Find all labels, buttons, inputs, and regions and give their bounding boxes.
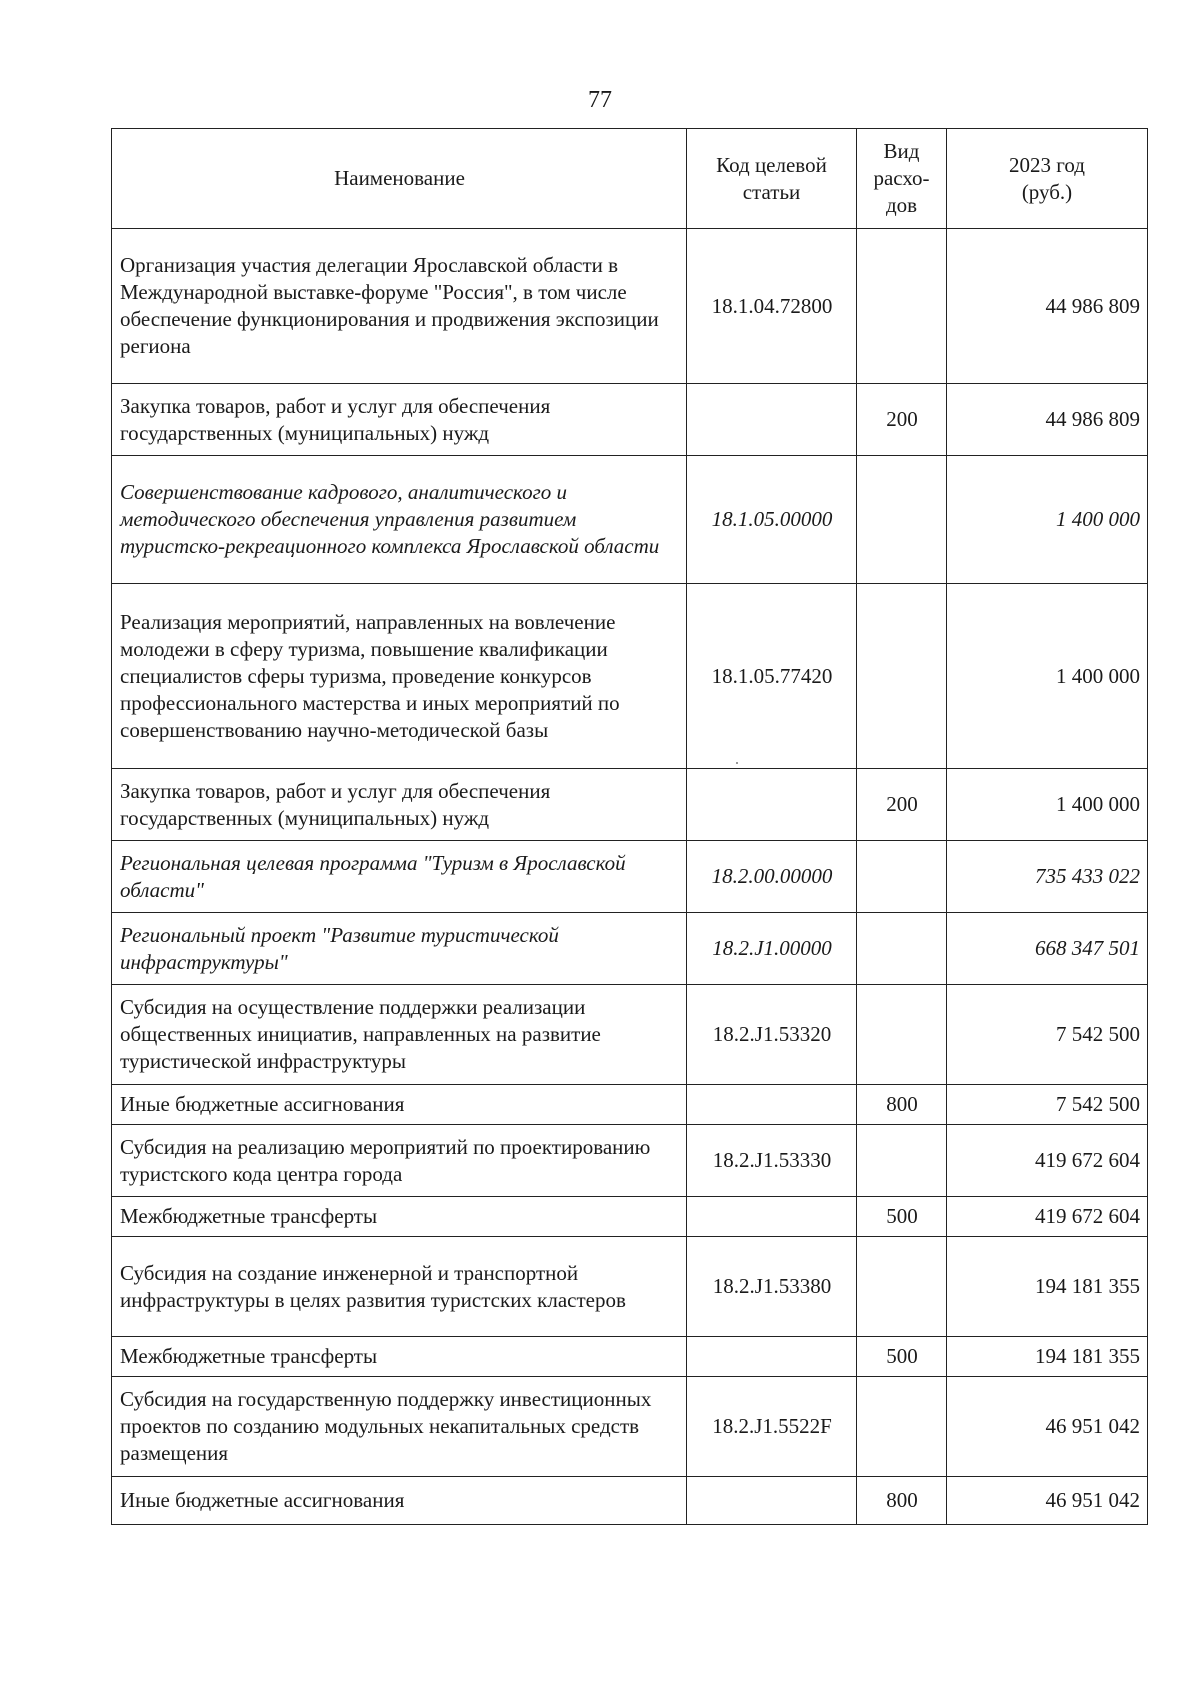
cell-code [687, 1197, 857, 1237]
table-row [112, 456, 1148, 584]
cell-name: Субсидия на реализацию мероприятий по проектированию туристского кода центра города [112, 1125, 687, 1197]
header-year: 2023 год (руб.) [947, 129, 1148, 229]
cell-type: 500 [857, 1197, 947, 1237]
cell-code: 18.2.00.00000 [687, 841, 857, 913]
cell-sum: 44 986 809 [947, 384, 1148, 456]
cell-code: 18.2.J1.00000 [687, 913, 857, 985]
cell-code: 18.2.J1.53330 [687, 1125, 857, 1197]
table-row [112, 913, 1148, 985]
cell-sum: 419 672 604 [947, 1125, 1148, 1197]
cell-name: Иные бюджетные ассигнования [112, 1085, 687, 1125]
cell-code [687, 1085, 857, 1125]
cell-type: 200 [857, 384, 947, 456]
table-header-row [112, 129, 1148, 229]
cell-code: 18.2.J1.53320 [687, 985, 857, 1085]
table-row [112, 1377, 1148, 1477]
cell-sum: 1 400 000 [947, 769, 1148, 841]
cell-code: 18.1.05.77420 [687, 584, 857, 769]
cell-name: Закупка товаров, работ и услуг для обеспечения государственных (муниципальных) нужд [112, 769, 687, 841]
table-row [112, 1125, 1148, 1197]
table-row [112, 985, 1148, 1085]
cell-code [687, 1477, 857, 1525]
cell-type [857, 584, 947, 769]
cell-name: Субсидия на государственную поддержку инвестиционных проектов по созданию модульных некапитальных средств размещения [112, 1377, 687, 1477]
cell-type [857, 985, 947, 1085]
cell-type [857, 1377, 947, 1477]
table-row [112, 1085, 1148, 1125]
cell-code: 18.2.J1.53380 [687, 1237, 857, 1337]
cell-name: Региональная целевая программа "Туризм в Ярославской области" [112, 841, 687, 913]
cell-sum: 44 986 809 [947, 229, 1148, 384]
cell-sum: 735 433 022 [947, 841, 1148, 913]
table-row [112, 229, 1148, 384]
cell-sum: 419 672 604 [947, 1197, 1148, 1237]
cell-sum: 668 347 501 [947, 913, 1148, 985]
cell-name: Межбюджетные трансферты [112, 1197, 687, 1237]
cell-code: 18.1.05.00000 [687, 456, 857, 584]
cell-name: Организация участия делегации Ярославской области в Международной выставке-форуме "Россия", в том числе обеспечение функционирования и продвижения экспозиции региона [112, 229, 687, 384]
header-name: Наименование [112, 129, 687, 229]
cell-name: Иные бюджетные ассигнования [112, 1477, 687, 1525]
table-row [112, 1477, 1148, 1525]
budget-table [111, 128, 1148, 1525]
cell-name: Региональный проект "Развитие туристической инфраструктуры" [112, 913, 687, 985]
cell-name: Совершенствование кадрового, аналитического и методического обеспечения управления развитием туристско-рекреационного комплекса Ярославской области [112, 456, 687, 584]
table-row [112, 584, 1148, 769]
header-type: Вид расхо-дов [857, 129, 947, 229]
cell-type: 800 [857, 1085, 947, 1125]
table-row [112, 841, 1148, 913]
cell-name: Субсидия на осуществление поддержки реализации общественных инициатив, направленных на развитие туристической инфраструктуры [112, 985, 687, 1085]
cell-type [857, 1237, 947, 1337]
cell-type [857, 1125, 947, 1197]
cell-sum: 1 400 000 [947, 584, 1148, 769]
page-number: 77 [588, 87, 612, 113]
table-row [112, 1237, 1148, 1337]
scan-speck [736, 762, 738, 764]
cell-code [687, 1337, 857, 1377]
cell-name: Закупка товаров, работ и услуг для обеспечения государственных (муниципальных) нужд [112, 384, 687, 456]
cell-sum: 7 542 500 [947, 985, 1148, 1085]
cell-code [687, 769, 857, 841]
cell-type: 500 [857, 1337, 947, 1377]
cell-name: Субсидия на создание инженерной и транспортной инфраструктуры в целях развития туристских кластеров [112, 1237, 687, 1337]
cell-type [857, 456, 947, 584]
table-row [112, 769, 1148, 841]
cell-type [857, 229, 947, 384]
cell-sum: 1 400 000 [947, 456, 1148, 584]
cell-code: 18.2.J1.5522F [687, 1377, 857, 1477]
cell-code [687, 384, 857, 456]
cell-name: Межбюджетные трансферты [112, 1337, 687, 1377]
cell-type: 800 [857, 1477, 947, 1525]
header-code: Код целевой статьи [687, 129, 857, 229]
cell-type: 200 [857, 769, 947, 841]
table-row [112, 384, 1148, 456]
cell-type [857, 913, 947, 985]
table-body [112, 229, 1148, 1525]
cell-sum: 194 181 355 [947, 1337, 1148, 1377]
cell-sum: 194 181 355 [947, 1237, 1148, 1337]
cell-sum: 7 542 500 [947, 1085, 1148, 1125]
table-row [112, 1337, 1148, 1377]
cell-sum: 46 951 042 [947, 1477, 1148, 1525]
cell-code: 18.1.04.72800 [687, 229, 857, 384]
cell-type [857, 841, 947, 913]
cell-sum: 46 951 042 [947, 1377, 1148, 1477]
cell-name: Реализация мероприятий, направленных на вовлечение молодежи в сферу туризма, повышение квалификации специалистов сферы туризма, проведение конкурсов профессионального мастерства и иных мероприятий по совершенствованию научно-методической базы [112, 584, 687, 769]
table-row [112, 1197, 1148, 1237]
